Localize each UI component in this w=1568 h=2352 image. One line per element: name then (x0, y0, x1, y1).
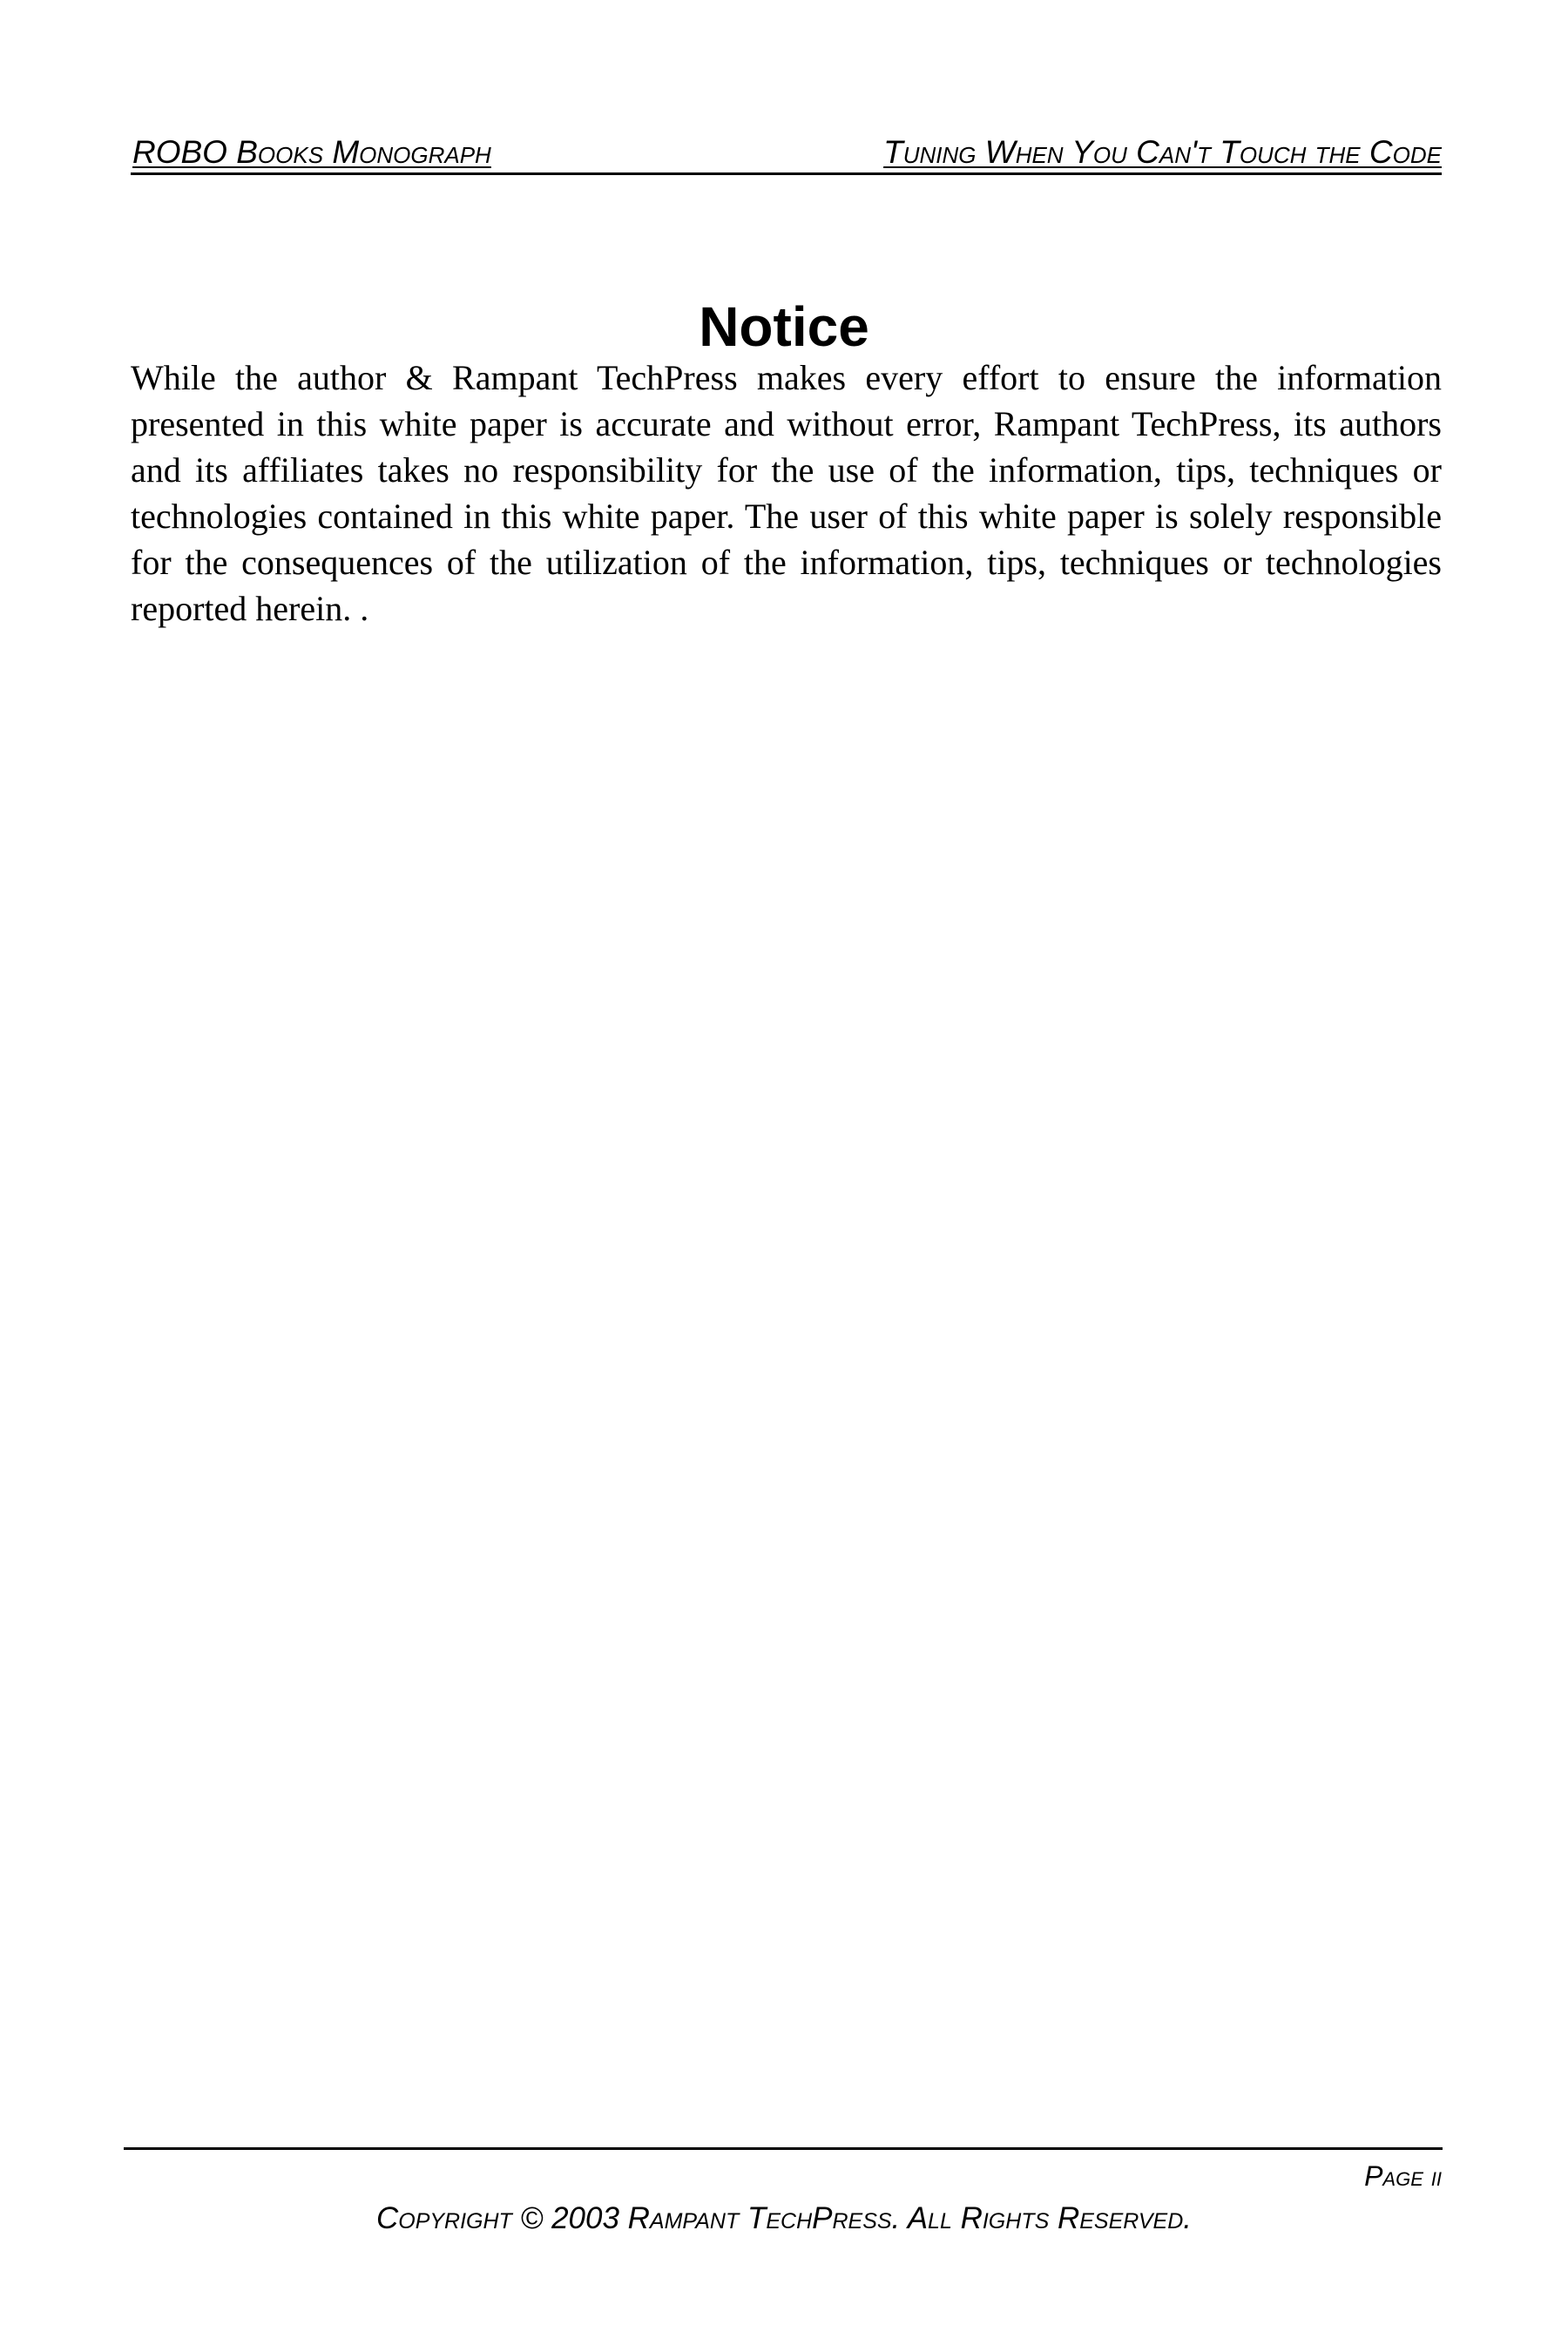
notice-paragraph: While the author & Rampant TechPress makes every effort to ensure the information presented in this white paper is accurate and without error, Rampant TechPress, its authors and its affiliates takes no responsibility for the use of the information, tips, techniques or technologies contained in this white paper. The user of this white paper is solely responsible for the consequences of the utilization of the information, tips, techniques or technologies reported herein. . (131, 358, 1442, 628)
copyright-notice: Copyright © 2003 Rampant TechPress. All Rights Reserved. (375, 2201, 1193, 2235)
header-series-title: ROBO Books Monograph (132, 134, 491, 170)
running-header (131, 132, 1442, 175)
footer-divider (124, 2147, 1443, 2150)
header-document-title: Tuning When You Can't Touch the Code (883, 134, 1442, 170)
page-number: Page ii (1364, 2160, 1442, 2192)
page-title: Notice (699, 294, 869, 358)
